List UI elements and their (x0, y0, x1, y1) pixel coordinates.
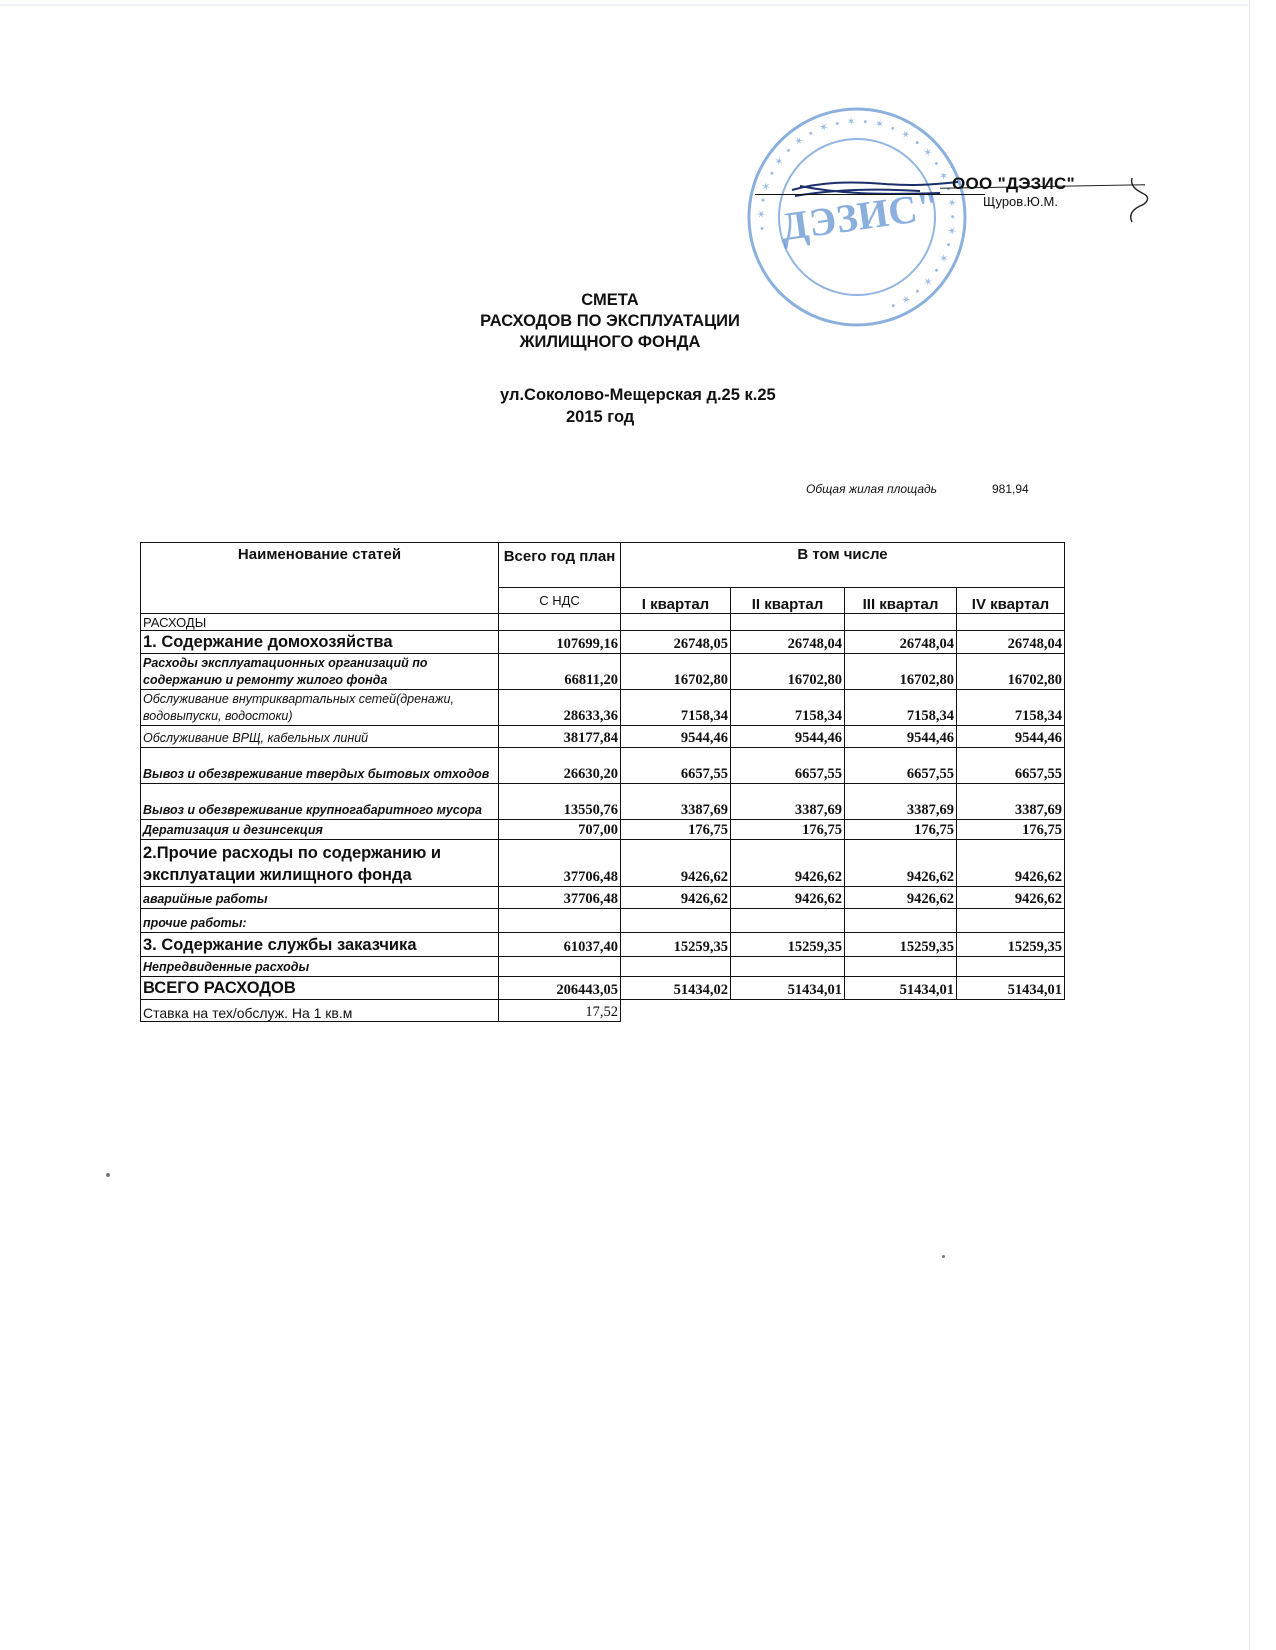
row-total: 66811,20 (499, 654, 621, 690)
row-name: Вывоз и обезвреживание твердых бытовых отходов (141, 748, 499, 784)
table-row-total (141, 977, 1065, 1000)
empty-cell (731, 1000, 845, 1022)
row-name: Ставка на тех/обслуж. На 1 кв.м (141, 1000, 499, 1022)
row-total: 28633,36 (499, 690, 621, 726)
row-q2 (731, 614, 845, 631)
row-total (499, 614, 621, 631)
row-name: 2.Прочие расходы по содержанию и эксплуатации жилищного фонда (141, 840, 499, 887)
table-row (141, 748, 1065, 784)
row-total: 38177,84 (499, 726, 621, 748)
row-q4 (957, 909, 1065, 933)
row-total: 206443,05 (499, 977, 621, 1000)
table-row (141, 726, 1065, 748)
row-q1: 6657,55 (621, 748, 731, 784)
row-q2: 176,75 (731, 820, 845, 840)
row-name: 1. Содержание домохозяйства (141, 631, 499, 654)
table-row (141, 840, 1065, 887)
row-q3: 15259,35 (845, 933, 957, 957)
row-total: 61037,40 (499, 933, 621, 957)
organization-name: ООО "ДЭЗИС" (952, 174, 1075, 193)
row-q1: 9426,62 (621, 840, 731, 887)
row-q1: 3387,69 (621, 784, 731, 820)
row-total (499, 909, 621, 933)
row-q3: 3387,69 (845, 784, 957, 820)
row-q4: 9426,62 (957, 840, 1065, 887)
table-row (141, 887, 1065, 909)
row-q1 (621, 614, 731, 631)
header-q3: III квартал (845, 588, 957, 614)
row-total: 37706,48 (499, 887, 621, 909)
row-q1: 176,75 (621, 820, 731, 840)
row-q2: 15259,35 (731, 933, 845, 957)
signature-mark (1110, 176, 1160, 226)
row-q2: 16702,80 (731, 654, 845, 690)
row-q3 (845, 614, 957, 631)
row-q2: 26748,04 (731, 631, 845, 654)
row-total: 17,52 (499, 1000, 621, 1022)
expense-table (140, 542, 1065, 1022)
row-q3: 16702,80 (845, 654, 957, 690)
address: ул.Соколово-Мещерская д.25 к.25 (500, 386, 776, 404)
row-name: Обслуживание ВРЩ, кабельных линий (141, 726, 499, 748)
row-total: 107699,16 (499, 631, 621, 654)
row-name: Вывоз и обезвреживание крупногабаритного мусора (141, 784, 499, 820)
table-row (141, 690, 1065, 726)
svg-text:• ✶ • ✶ • ✶ • ✶ • ✶ • ✶ • ✶ •: • ✶ • ✶ • ✶ • ✶ • ✶ • ✶ • ✶ • ✶ • ✶ • ✶ • ✶ • ✶ • ✶ • ✶ • ✶ • (755, 115, 959, 312)
header-including: В том числе (621, 543, 1065, 588)
empty-cell (957, 1000, 1065, 1022)
row-q4: 176,75 (957, 820, 1065, 840)
row-name: 3. Содержание службы заказчика (141, 933, 499, 957)
row-name: РАСХОДЫ (141, 614, 499, 631)
row-q2 (731, 957, 845, 977)
row-q3 (845, 957, 957, 977)
table-header-row (141, 543, 1065, 588)
empty-cell (845, 1000, 957, 1022)
row-q1: 15259,35 (621, 933, 731, 957)
row-q2: 9544,46 (731, 726, 845, 748)
title-line-1: СМЕТА (581, 291, 639, 309)
row-name: прочие работы: (141, 909, 499, 933)
row-q2 (731, 909, 845, 933)
row-q3: 9426,62 (845, 840, 957, 887)
row-q4 (957, 957, 1065, 977)
org-underline (755, 194, 985, 195)
table-row (141, 614, 1065, 631)
row-total: 707,00 (499, 820, 621, 840)
title-line-3: ЖИЛИЩНОГО ФОНДА (519, 333, 701, 351)
row-q3 (845, 909, 957, 933)
scan-speck (106, 1173, 110, 1177)
row-name: Дератизация и дезинсекция (141, 820, 499, 840)
row-q4: 7158,34 (957, 690, 1065, 726)
row-name: Расходы эксплуатационных организаций по содержанию и ремонту жилого фонда (141, 654, 499, 690)
row-name: Непредвиденные расходы (141, 957, 499, 977)
row-q1 (621, 909, 731, 933)
signer-name: Щуров.Ю.М. (983, 194, 1058, 209)
row-q2: 6657,55 (731, 748, 845, 784)
document-title (440, 290, 780, 353)
row-q3: 9426,62 (845, 887, 957, 909)
row-q2: 9426,62 (731, 887, 845, 909)
row-q2: 7158,34 (731, 690, 845, 726)
table-row (141, 957, 1065, 977)
table-row (141, 654, 1065, 690)
row-q1: 51434,02 (621, 977, 731, 1000)
row-q1: 9426,62 (621, 887, 731, 909)
empty-cell (621, 1000, 731, 1022)
row-q1: 9544,46 (621, 726, 731, 748)
header-total: Всего год план (499, 543, 621, 588)
row-q4: 3387,69 (957, 784, 1065, 820)
row-total: 37706,48 (499, 840, 621, 887)
row-q4: 15259,35 (957, 933, 1065, 957)
title-line-2: РАСХОДОВ ПО ЭКСПЛУАТАЦИИ (480, 312, 740, 330)
row-q1: 26748,05 (621, 631, 731, 654)
scan-artifact (0, 4, 1250, 6)
row-q4: 51434,01 (957, 977, 1065, 1000)
row-q1 (621, 957, 731, 977)
table-row (141, 784, 1065, 820)
row-q3: 176,75 (845, 820, 957, 840)
row-q4: 16702,80 (957, 654, 1065, 690)
header-q4: IV квартал (957, 588, 1065, 614)
row-q3: 6657,55 (845, 748, 957, 784)
row-q4: 9426,62 (957, 887, 1065, 909)
table-row-rate (141, 1000, 1065, 1022)
row-name: аварийные работы (141, 887, 499, 909)
stamp-center-text: ДЭЗИС" (777, 182, 942, 250)
header-q2: II квартал (731, 588, 845, 614)
row-q4: 26748,04 (957, 631, 1065, 654)
row-q2: 3387,69 (731, 784, 845, 820)
row-q3: 9544,46 (845, 726, 957, 748)
table-row (141, 820, 1065, 840)
row-q1: 16702,80 (621, 654, 731, 690)
header-name: Наименование статей (141, 543, 499, 614)
living-area-label: Общая жилая площадь (806, 482, 937, 496)
row-q4: 6657,55 (957, 748, 1065, 784)
row-q4 (957, 614, 1065, 631)
scan-speck (942, 1255, 945, 1258)
living-area-value: 981,94 (992, 482, 1029, 496)
table-row (141, 933, 1065, 957)
signature-scribble (790, 178, 960, 202)
year: 2015 год (566, 408, 635, 426)
living-area (806, 482, 1029, 496)
row-q4: 9544,46 (957, 726, 1065, 748)
header-vat: С НДС (499, 588, 621, 614)
table-row (141, 631, 1065, 654)
row-q2: 9426,62 (731, 840, 845, 887)
row-q1: 7158,34 (621, 690, 731, 726)
row-name: ВСЕГО РАСХОДОВ (141, 977, 499, 1000)
row-name: Обслуживание внутриквартальных сетей(дренажи, водовыпуски, водостоки) (141, 690, 499, 726)
row-total (499, 957, 621, 977)
row-total: 26630,20 (499, 748, 621, 784)
row-q3: 26748,04 (845, 631, 957, 654)
row-q3: 7158,34 (845, 690, 957, 726)
row-q2: 51434,01 (731, 977, 845, 1000)
header-q1: I квартал (621, 588, 731, 614)
row-q3: 51434,01 (845, 977, 957, 1000)
table-row (141, 909, 1065, 933)
row-total: 13550,76 (499, 784, 621, 820)
